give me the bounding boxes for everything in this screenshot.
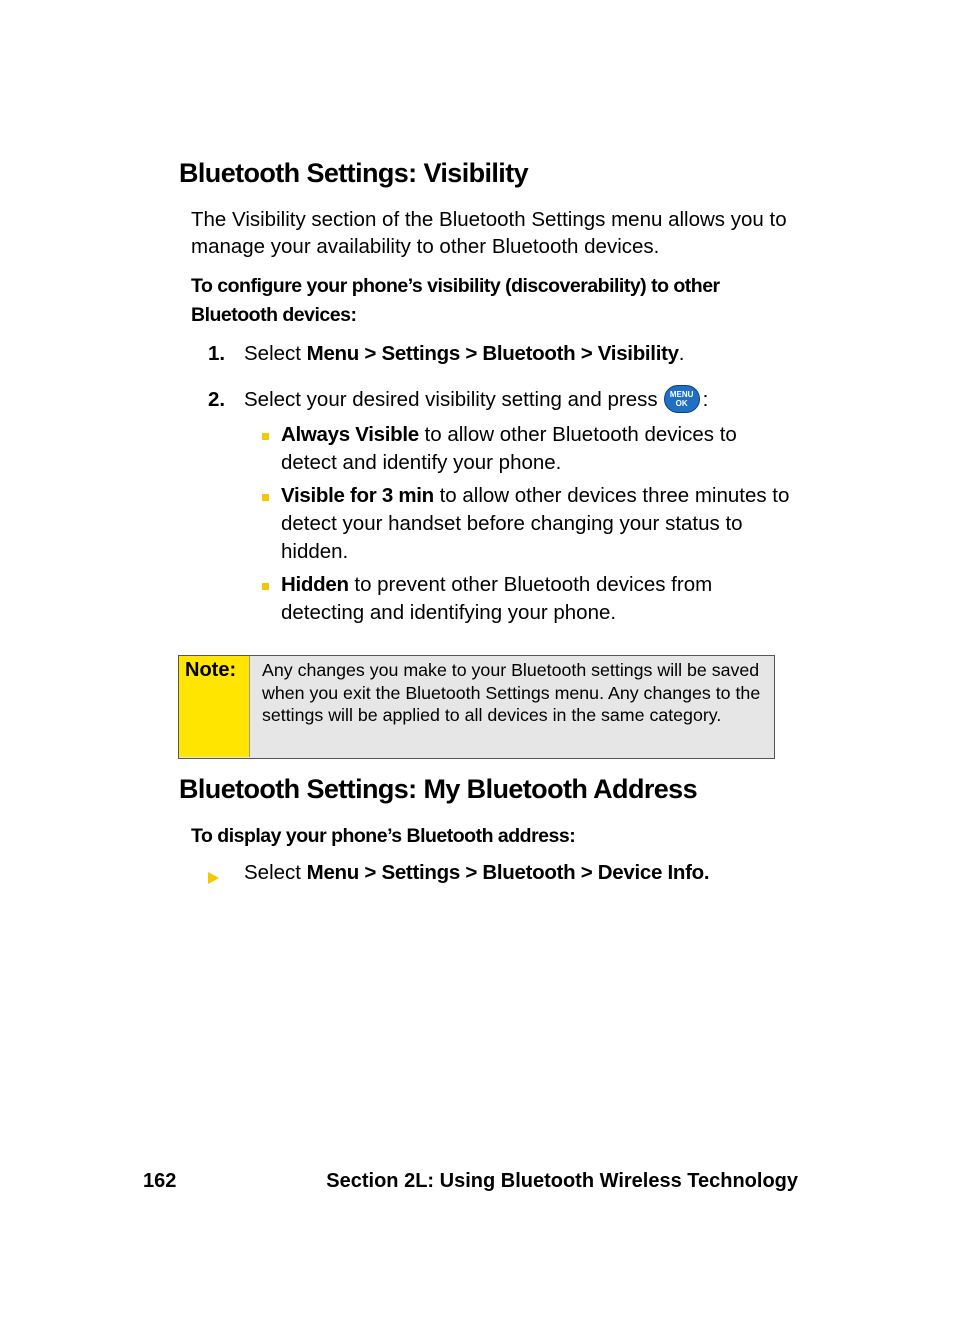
- note-text: Any changes you make to your Bluetooth settings will be saved when you exit the Bluetooth Settings menu. Any changes to the settings will be applied to all devices in the same category.: [262, 660, 761, 726]
- note-label: Note:: [179, 656, 250, 757]
- note-box: [178, 655, 775, 759]
- section-heading-address: Bluetooth Settings: My Bluetooth Address: [179, 774, 697, 804]
- step-number: 1.: [208, 342, 226, 365]
- option-term: Always Visible: [281, 423, 419, 446]
- menu-path: Menu > Settings > Bluetooth > Visibility: [306, 342, 679, 365]
- bullet-square-icon: [262, 583, 269, 590]
- section-footer-title: Section 2L: Using Bluetooth Wireless Technology: [326, 1170, 798, 1192]
- intro-paragraph: The Visibility section of the Bluetooth Settings menu allows you to manage your availability to other Bluetooth devices.: [191, 208, 787, 258]
- menu-ok-key-icon: MENU OK: [664, 385, 700, 413]
- bullet-square-icon: [262, 494, 269, 501]
- step-number: 2.: [208, 388, 226, 411]
- step-text: Select your desired visibility setting and press: [244, 388, 658, 411]
- procedure-title-address: To display your phone’s Bluetooth address:: [191, 825, 576, 847]
- menu-path: Menu > Settings > Bluetooth > Device Info.: [306, 861, 710, 884]
- section-heading-visibility: Bluetooth Settings: Visibility: [179, 158, 529, 188]
- step-text: Select: [244, 342, 307, 365]
- bullet-square-icon: [262, 433, 269, 440]
- page-number: 162: [143, 1170, 177, 1192]
- option-term: Hidden: [281, 573, 349, 596]
- option-term: Visible for 3 min: [281, 484, 434, 507]
- step-text: Select: [244, 861, 307, 884]
- procedure-title-visibility: To configure your phone’s visibility (discoverability) to other Bluetooth devices:: [191, 275, 720, 326]
- arrow-bullet-icon: [208, 872, 219, 884]
